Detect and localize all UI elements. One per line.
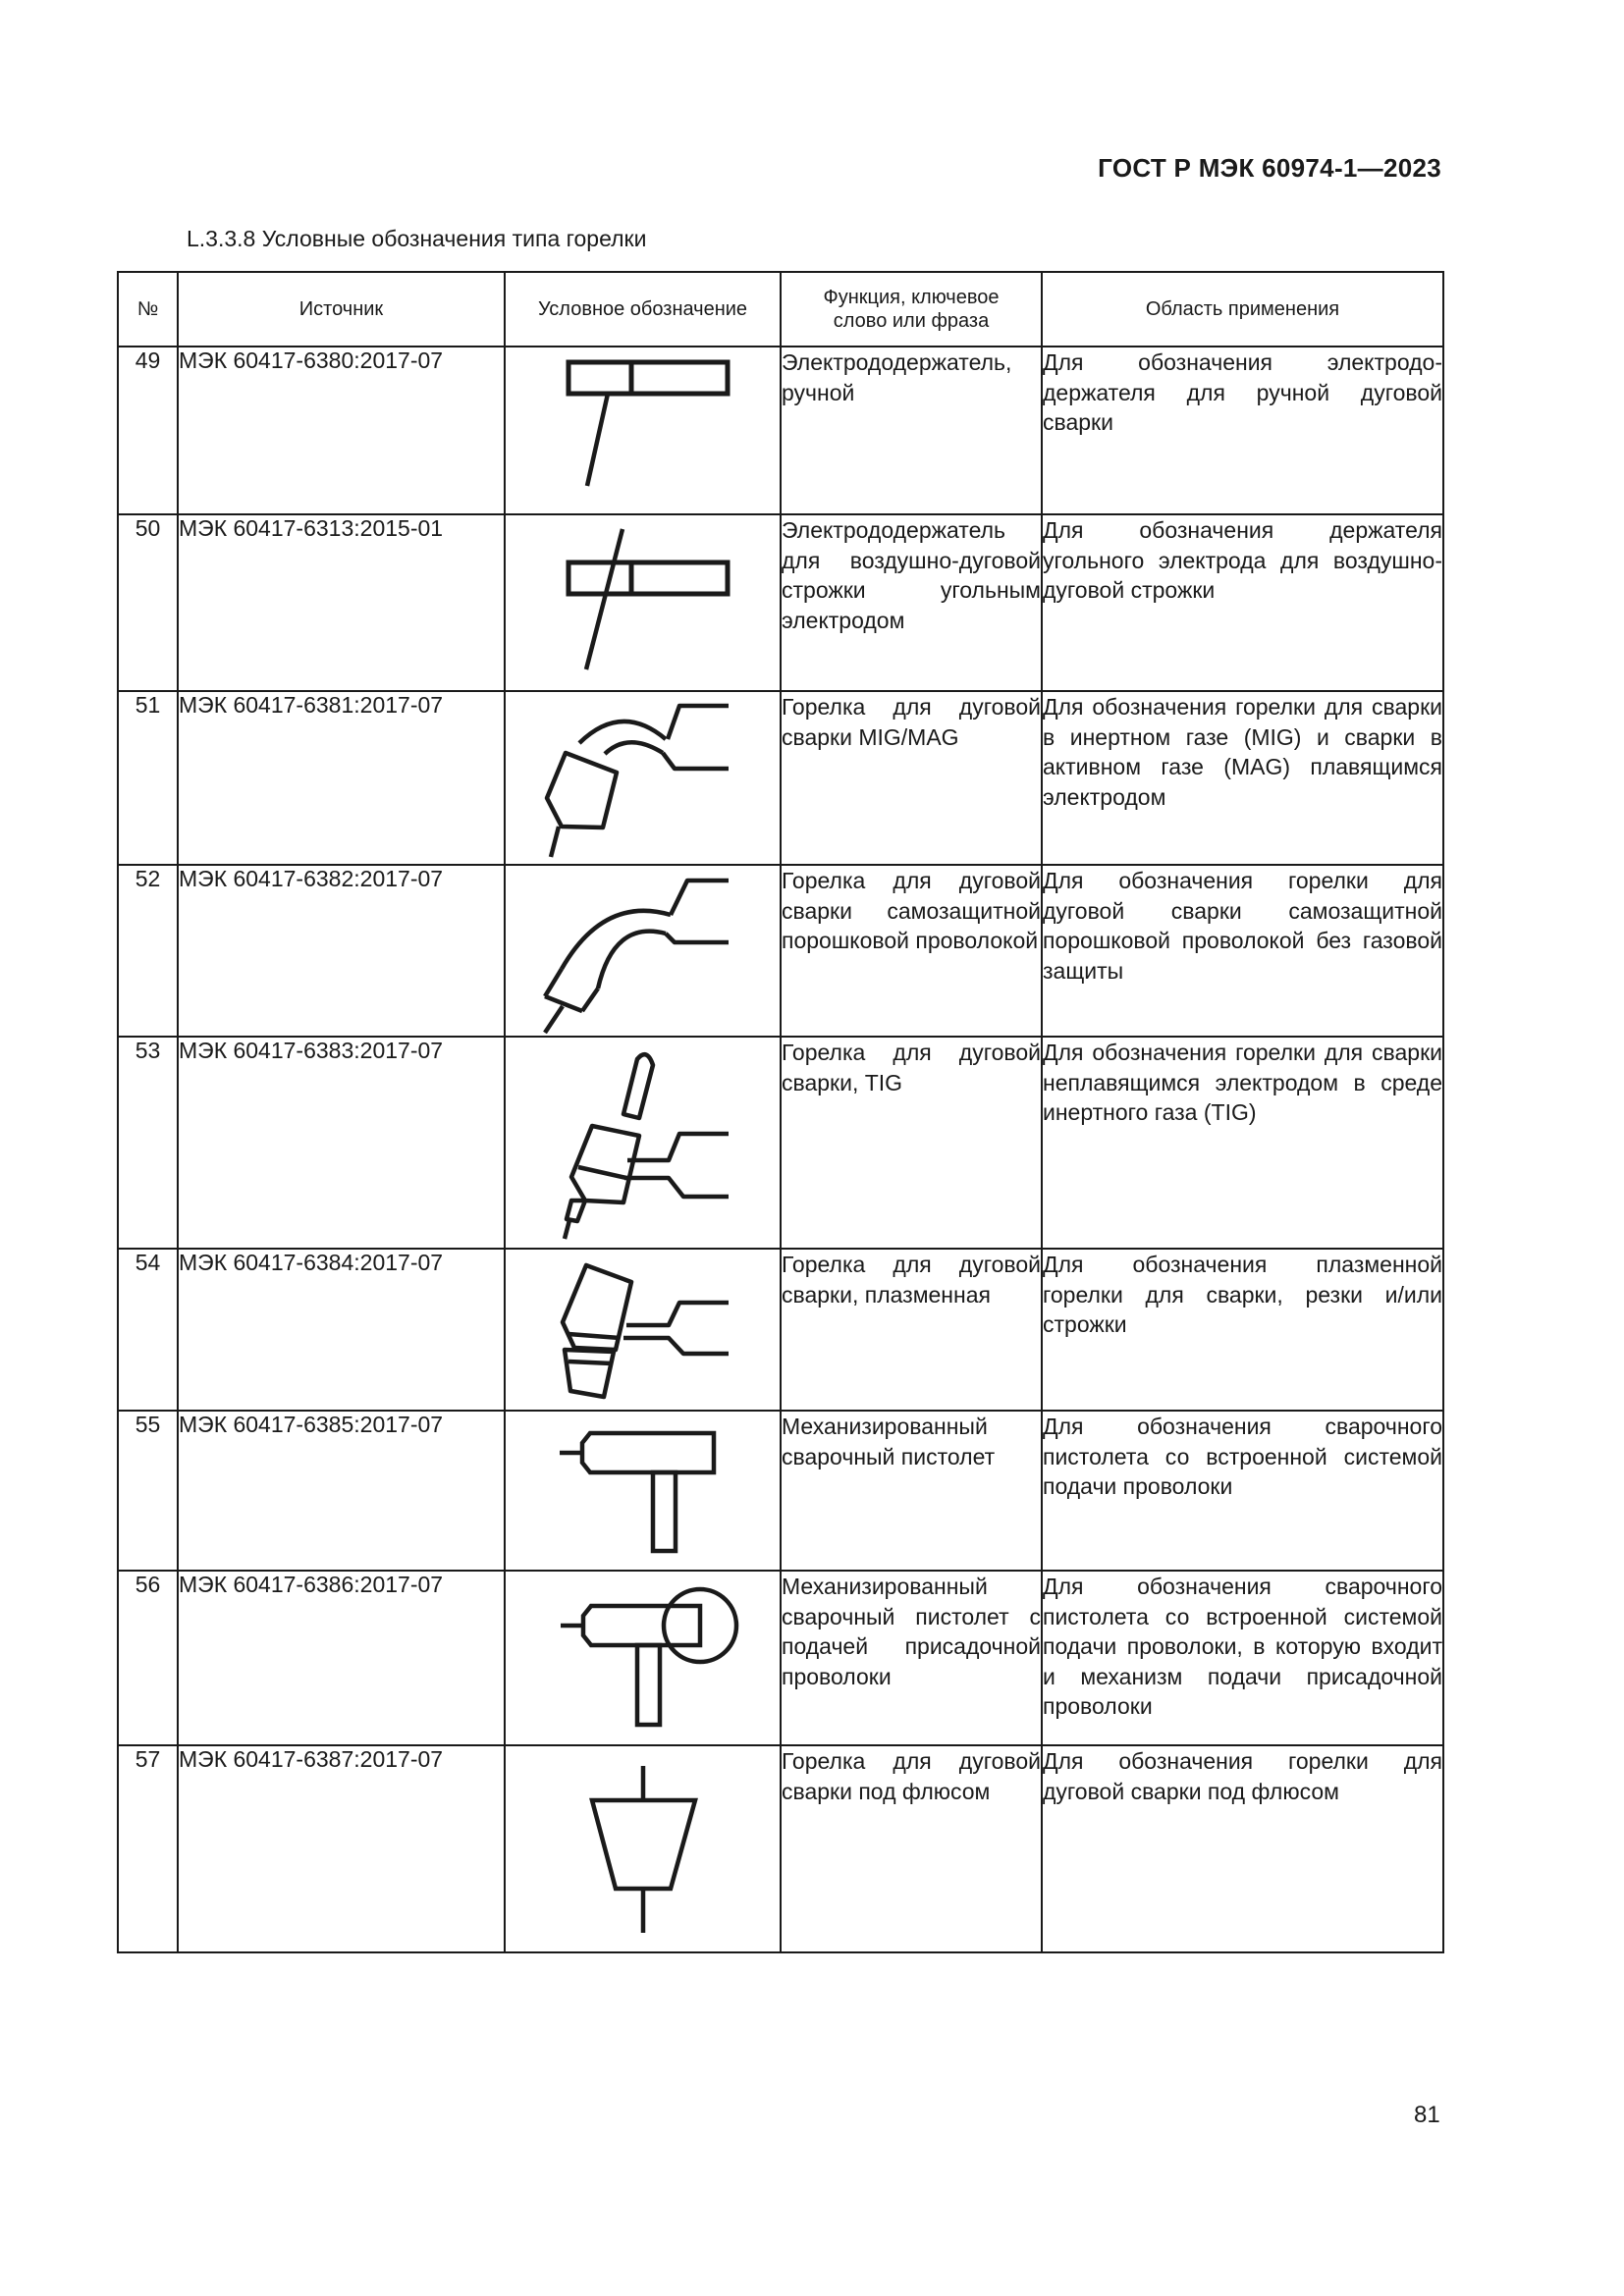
row-application: Для обозначения горелки для сварки неплавящимся электродом в среде инертного газа (TIG) [1042, 1037, 1443, 1249]
row-number: 55 [118, 1411, 178, 1571]
row-application: Для обозначения горелки для дуговой сварки под флюсом [1042, 1745, 1443, 1952]
row-function: Горелка для дуговой сварки самозащитной порошковой проволокой [781, 865, 1042, 1037]
row-number: 54 [118, 1249, 178, 1411]
submerged-arc-torch-icon [505, 1745, 781, 1952]
carbon-arc-gouging-holder-icon [505, 514, 781, 691]
table-row [118, 347, 1443, 514]
tig-torch-icon [505, 1037, 781, 1249]
row-source: МЭК 60417-6313:2015-01 [178, 514, 505, 691]
row-number: 52 [118, 865, 178, 1037]
table-row [118, 1249, 1443, 1411]
table-row [118, 1745, 1443, 1952]
mig-mag-torch-icon [505, 691, 781, 865]
table-row [118, 691, 1443, 865]
row-application: Для обозначения сварочного пистолета со встроенной системой подачи проволоки, в которую входит и механизм подачи присадочной проволоки [1042, 1571, 1443, 1745]
row-application: Для обозначения горелки для дуговой сварки самозащитной порошковой проволокой без газовой защиты [1042, 865, 1443, 1037]
row-source: МЭК 60417-6380:2017-07 [178, 347, 505, 514]
row-source: МЭК 60417-6386:2017-07 [178, 1571, 505, 1745]
row-source: МЭК 60417-6384:2017-07 [178, 1249, 505, 1411]
table-row [118, 1571, 1443, 1745]
self-shielded-torch-icon [505, 865, 781, 1037]
torch-symbols-table [117, 271, 1444, 1953]
mechanized-welding-gun-icon [505, 1411, 781, 1571]
row-number: 53 [118, 1037, 178, 1249]
row-number: 50 [118, 514, 178, 691]
table-row [118, 1411, 1443, 1571]
row-source: МЭК 60417-6383:2017-07 [178, 1037, 505, 1249]
row-application: Для обозначения держателя угольного электрода для воздушно-дуговой строжки [1042, 514, 1443, 691]
row-source: МЭК 60417-6387:2017-07 [178, 1745, 505, 1952]
row-application: Для обозначения горелки для сварки в инертном газе (MIG) и сварки в активном газе (MAG) плавящимся электродом [1042, 691, 1443, 865]
table-header-row [118, 272, 1443, 347]
col-header-application: Область применения [1042, 272, 1443, 347]
row-function: Горелка для дуговой сварки, TIG [781, 1037, 1042, 1249]
welding-gun-wire-feeder-icon [505, 1571, 781, 1745]
col-header-symbol: Условное обозначение [505, 272, 781, 347]
manual-electrode-holder-icon [505, 347, 781, 514]
section-caption: L.3.3.8 Условные обозначения типа горелки [187, 226, 647, 251]
row-source: МЭК 60417-6381:2017-07 [178, 691, 505, 865]
col-header-number: № [118, 272, 178, 347]
row-number: 49 [118, 347, 178, 514]
col-header-source: Источник [178, 272, 505, 347]
row-number: 51 [118, 691, 178, 865]
row-function: Электрододержатель для воздушно-дуговой строжки угольным электродом [781, 514, 1042, 691]
row-function: Горелка для дуговой сварки MIG/MAG [781, 691, 1042, 865]
page-number: 81 [1414, 2102, 1440, 2128]
table-row [118, 1037, 1443, 1249]
row-function: Механизированный сварочный пистолет [781, 1411, 1042, 1571]
standard-designation: ГОСТ Р МЭК 60974-1—2023 [1098, 153, 1441, 183]
row-function: Горелка для дуговой сварки, плазменная [781, 1249, 1042, 1411]
row-number: 56 [118, 1571, 178, 1745]
plasma-torch-icon [505, 1249, 781, 1411]
row-source: МЭК 60417-6385:2017-07 [178, 1411, 505, 1571]
table-row [118, 514, 1443, 691]
table-row [118, 865, 1443, 1037]
row-number: 57 [118, 1745, 178, 1952]
row-source: МЭК 60417-6382:2017-07 [178, 865, 505, 1037]
row-application: Для обозначения сварочного пистолета со встроенной системой подачи проволоки [1042, 1411, 1443, 1571]
row-function: Электрододержатель, ручной [781, 347, 1042, 514]
col-header-function: Функция, ключевое слово или фраза [781, 272, 1042, 347]
row-function: Горелка для дуговой сварки под флюсом [781, 1745, 1042, 1952]
row-function: Механизированный сварочный пистолет с подачей присадочной проволоки [781, 1571, 1042, 1745]
row-application: Для обозначения плазменной горелки для сварки, резки и/или строжки [1042, 1249, 1443, 1411]
row-application: Для обозначения электрододержателя для ручной дуговой сварки [1042, 347, 1443, 514]
